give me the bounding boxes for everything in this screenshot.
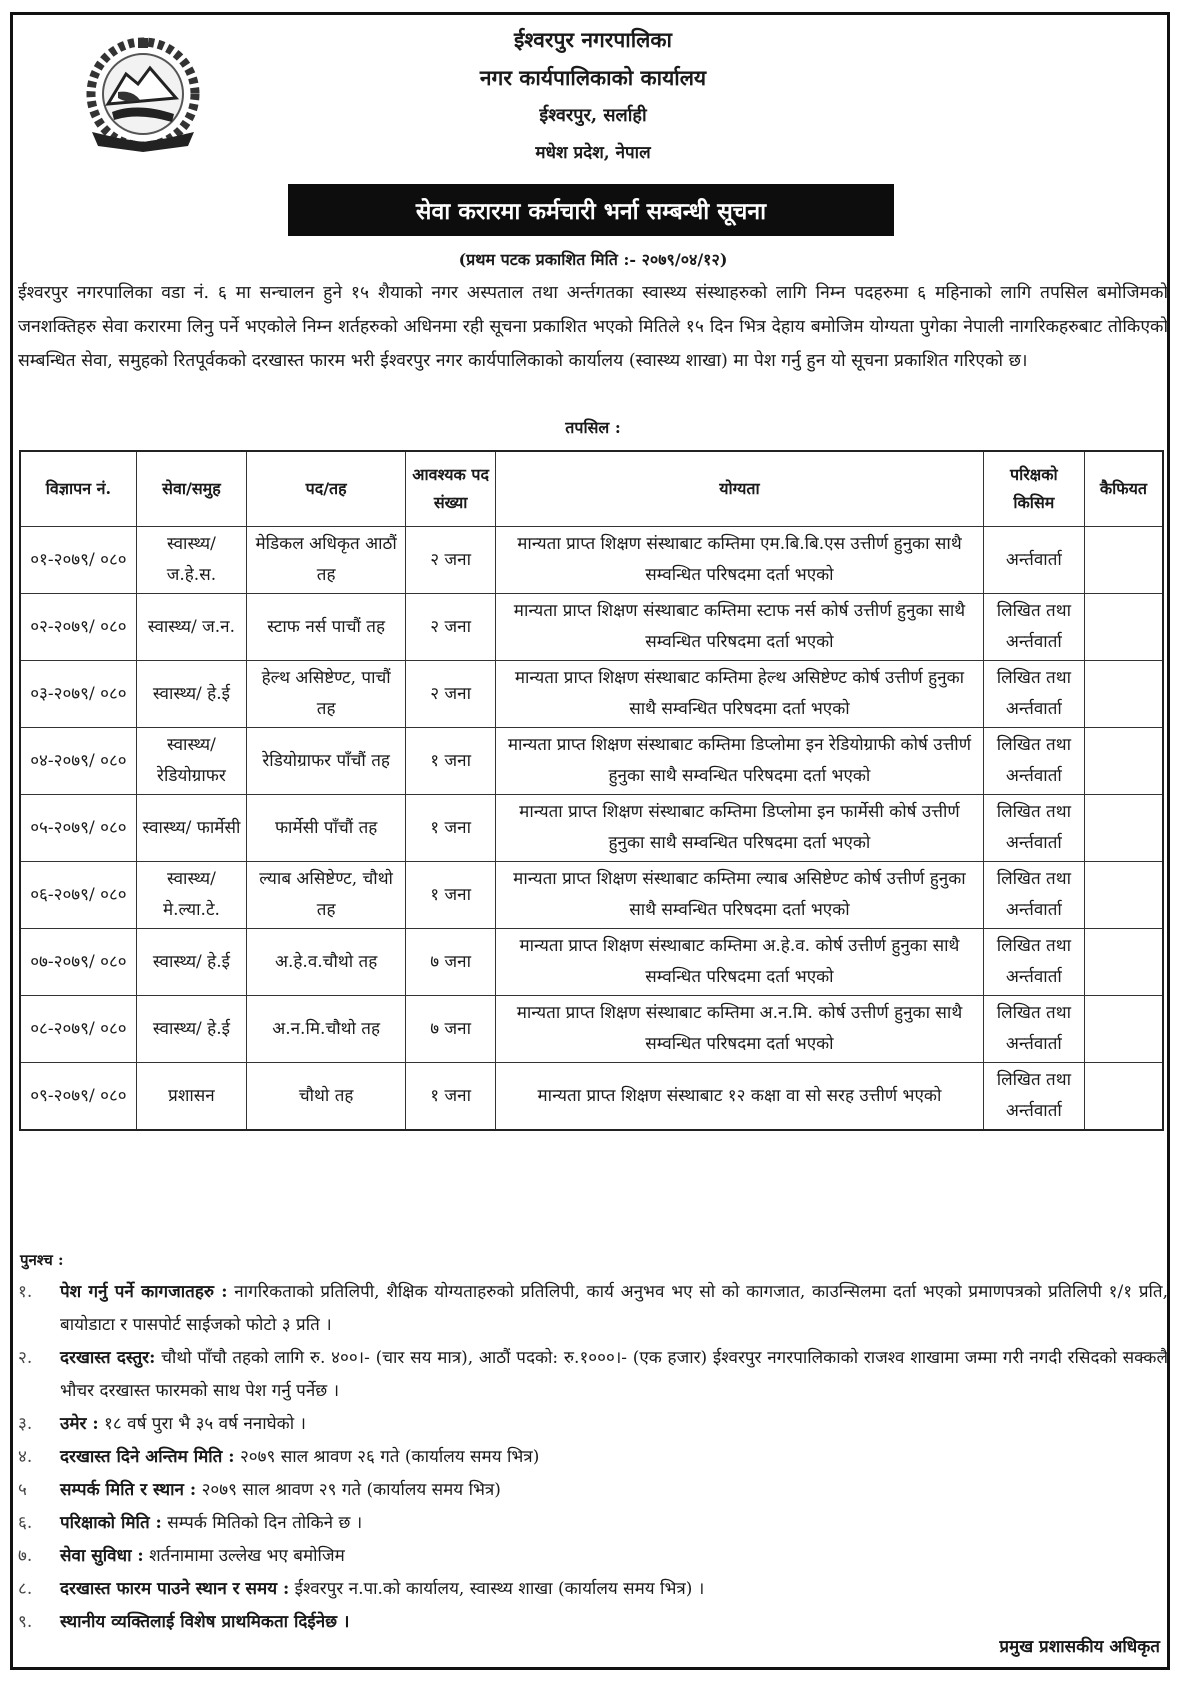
note-item (18, 1441, 1168, 1474)
notes-list (18, 1276, 1168, 1639)
cell-service: स्वास्थ्य/ मे.ल्या.टे. (136, 862, 246, 929)
note-item (18, 1276, 1168, 1342)
note-label: स्थानीय व्यक्तिलाई विशेष प्राथमिकता दिईनेछ । (60, 1612, 350, 1632)
header-remarks: कैफियत (1084, 451, 1163, 527)
note-number: ४. (18, 1447, 33, 1467)
note-item (18, 1540, 1168, 1573)
cell-count: १ जना (406, 795, 496, 862)
cell-exam-type: लिखित तथा अर्न्तवार्ता (983, 862, 1084, 929)
note-body (60, 1441, 1168, 1474)
note-label: दरखास्त फारम पाउने स्थान र समय : (60, 1579, 290, 1599)
cell-qualification: मान्यता प्राप्त शिक्षण संस्थाबाट कम्तिमा डिप्लोमा इन फार्मेसी कोर्ष उत्तीर्ण हुनुका साथै सम्वन्धित परिषदमा दर्ता भएको (496, 795, 984, 862)
cell-remarks (1084, 527, 1163, 594)
header-service: सेवा/समुह (136, 451, 246, 527)
cell-qualification: मान्यता प्राप्त शिक्षण संस्थाबाट १२ कक्षा वा सो सरह उत्तीर्ण भएको (496, 1063, 984, 1131)
note-number: ५ (18, 1480, 27, 1500)
cell-exam-type: लिखित तथा अर्न्तवार्ता (983, 594, 1084, 661)
note-item (18, 1342, 1168, 1408)
note-item (18, 1606, 1168, 1639)
note-text: २०७९ साल श्रावण २९ गते (कार्यालय समय भित्र) (196, 1480, 501, 1500)
cell-post: अ.न.मि.चौथो तह (247, 996, 406, 1063)
cell-service: स्वास्थ्य/ ज.हे.स. (136, 527, 246, 594)
cell-remarks (1084, 1063, 1163, 1131)
cell-service: स्वास्थ्य/ हे.ई (136, 661, 246, 728)
cell-qualification: मान्यता प्राप्त शिक्षण संस्थाबाट कम्तिमा एम.बि.बि.एस उत्तीर्ण हुनुका साथै सम्वन्धित परिषदमा दर्ता भएको (496, 527, 984, 594)
header-post: पद/तह (247, 451, 406, 527)
cell-post: मेडिकल अधिकृत आठौं तह (247, 527, 406, 594)
cell-service: स्वास्थ्य/ फार्मेसी (136, 795, 246, 862)
vacancy-table (19, 450, 1164, 1131)
note-number: ९. (18, 1612, 33, 1632)
cell-count: १ जना (406, 728, 496, 795)
notice-title: सेवा करारमा कर्मचारी भर्ना सम्बन्धी सूचना (288, 184, 894, 236)
cell-ad-no: ०२-२०७९/ ०८० (20, 594, 136, 661)
header-qualification: योग्यता (496, 451, 984, 527)
table-row (20, 862, 1163, 929)
cell-ad-no: ०९-२०७९/ ०८० (20, 1063, 136, 1131)
cell-post: हेल्थ असिष्टेण्ट, पाचौं तह (247, 661, 406, 728)
cell-remarks (1084, 728, 1163, 795)
note-label: उमेर : (60, 1414, 99, 1434)
cell-qualification: मान्यता प्राप्त शिक्षण संस्थाबाट कम्तिमा अ.न.मि. कोर्ष उत्तीर्ण हुनुका साथै सम्वन्धित परिषदमा दर्ता भएको (496, 996, 984, 1063)
cell-remarks (1084, 594, 1163, 661)
province-country: मधेश प्रदेश, नेपाल (535, 143, 651, 163)
note-item (18, 1408, 1168, 1441)
cell-ad-no: ०५-२०७९/ ०८० (20, 795, 136, 862)
cell-service: प्रशासन (136, 1063, 246, 1131)
intro-paragraph: ईश्वरपुर नगरपालिका वडा नं. ६ मा सन्चालन हुने १५ शैयाको नगर अस्पताल तथा अर्न्तगतका स्वास्थ्य संस्थाहरुको लागि निम्न पदहरुमा ६ महिनाको लागि तपसिल बमोजिमको जनशक्तिहरु सेवा करारमा लिनु पर्ने भएकोले निम्न शर्तहरुको अधिनमा रही सूचना प्रकाशित भएको मितिले १५ दिन भित्र देहाय बमोजिम योग्यता पुगेका नेपाली नागरिकहरुबाट तोकिएको सम्बन्धित सेवा, समुहको रितपूर्वकको दरखास्त फारम भरी ईश्वरपुर नगर कार्यपालिकाको कार्यालय (स्वास्थ्य शाखा) मा पेश गर्नु हुन यो सूचना प्रकाशित गरिएको छ। (18, 283, 1168, 371)
note-number: १. (18, 1282, 33, 1302)
note-text: २०७९ साल श्रावण २६ गते (कार्यालय समय भित्र) (234, 1447, 540, 1467)
note-body (60, 1276, 1168, 1342)
note-body (60, 1474, 1168, 1507)
cell-remarks (1084, 862, 1163, 929)
note-item (18, 1573, 1168, 1606)
note-label: सेवा सुविधा : (60, 1546, 144, 1566)
table-row (20, 1063, 1163, 1131)
table-header-row (20, 451, 1163, 527)
note-text: नागरिकताको प्रतिलिपी, शैक्षिक योग्यताहरुको प्रतिलिपी, कार्य अनुभव भए सो को कागजात, काउन्सिलमा दर्ता भएको प्रमाणपत्रको प्रतिलिपी १/१ प्रति, बायोडाटा र पासपोर्ट साईजको फोटो ३ प्रति । (60, 1282, 1168, 1335)
note-text: १८ वर्ष पुरा भै ३५ वर्ष ननाघेको । (98, 1414, 306, 1434)
cell-qualification: मान्यता प्राप्त शिक्षण संस्थाबाट कम्तिमा स्टाफ नर्स कोर्ष उत्तीर्ण हुनुका साथै सम्वन्धित परिषदमा दर्ता भएको (496, 594, 984, 661)
office-location: ईश्वरपुर, सर्लाही (539, 105, 647, 126)
cell-remarks (1084, 996, 1163, 1063)
cell-ad-no: ०८-२०७९/ ०८० (20, 996, 136, 1063)
cell-count: २ जना (406, 594, 496, 661)
cell-exam-type: लिखित तथा अर्न्तवार्ता (983, 929, 1084, 996)
cell-service: स्वास्थ्य/ हे.ई (136, 929, 246, 996)
table-row (20, 728, 1163, 795)
cell-post: फार्मेसी पाँचौं तह (247, 795, 406, 862)
cell-post: अ.हे.व.चौथो तह (247, 929, 406, 996)
cell-exam-type: अर्न्तवार्ता (983, 527, 1084, 594)
cell-qualification: मान्यता प्राप्त शिक्षण संस्थाबाट कम्तिमा अ.हे.व. कोर्ष उत्तीर्ण हुनुका साथै सम्वन्धित परिषदमा दर्ता भएको (496, 929, 984, 996)
note-text: ईश्वरपुर न.पा.को कार्यालय, स्वास्थ्य शाखा (कार्यालय समय भित्र) । (289, 1579, 705, 1599)
cell-count: ७ जना (406, 929, 496, 996)
cell-post: ल्याब असिष्टेण्ट, चौथो तह (247, 862, 406, 929)
cell-ad-no: ०४-२०७९/ ०८० (20, 728, 136, 795)
cell-count: १ जना (406, 1063, 496, 1131)
note-label: दरखास्त दिने अन्तिम मिति : (60, 1447, 235, 1467)
note-body (60, 1507, 1168, 1540)
table-row (20, 996, 1163, 1063)
cell-ad-no: ०१-२०७९/ ०८० (20, 527, 136, 594)
header-count: आवश्यक पद संख्या (406, 451, 496, 527)
note-item (18, 1507, 1168, 1540)
cell-exam-type: लिखित तथा अर्न्तवार्ता (983, 996, 1084, 1063)
note-number: ३. (18, 1414, 33, 1434)
office-name: नगर कार्यपालिकाको कार्यालय (479, 65, 707, 90)
cell-service: स्वास्थ्य/ रेडियोग्राफर (136, 728, 246, 795)
notes-title: पुनश्च : (20, 1251, 64, 1269)
header-ad-no: विज्ञापन नं. (20, 451, 136, 527)
cell-qualification: मान्यता प्राप्त शिक्षण संस्थाबाट कम्तिमा डिप्लोमा इन रेडियोग्राफी कोर्ष उत्तीर्ण हुनुका साथै सम्वन्धित परिषदमा दर्ता भएको (496, 728, 984, 795)
note-text: चौथो पाँचौ तहको लागि रु. ४००।- (चार सय मात्र), आठौं पदको: रु.१०००।- (एक हजार) ईश्वरपुर नगरपालिकाको राजश्व शाखामा जम्मा गरी नगदी रसिदको सक्कलै भौचर दरखास्त फारमको साथ पेश गर्नु पर्नेछ । (60, 1348, 1168, 1401)
note-text: शर्तनामामा उल्लेख भए बमोजिम (143, 1546, 345, 1566)
note-body (60, 1540, 1168, 1573)
table-row (20, 527, 1163, 594)
note-body (60, 1573, 1168, 1606)
note-item (18, 1474, 1168, 1507)
note-number: ६. (18, 1513, 33, 1533)
header-exam-type: परिक्षको किसिम (983, 451, 1084, 527)
table-row (20, 661, 1163, 728)
cell-post: स्टाफ नर्स पाचौं तह (247, 594, 406, 661)
cell-ad-no: ०७-२०७९/ ०८० (20, 929, 136, 996)
cell-ad-no: ०६-२०७९/ ०८० (20, 862, 136, 929)
publish-date: (प्रथम पटक प्रकाशित मिति :- २०७९/०४/१२) (458, 250, 728, 269)
cell-exam-type: लिखित तथा अर्न्तवार्ता (983, 795, 1084, 862)
cell-count: ७ जना (406, 996, 496, 1063)
cell-qualification: मान्यता प्राप्त शिक्षण संस्थाबाट कम्तिमा ल्याब असिष्टेण्ट कोर्ष उत्तीर्ण हुनुका साथै सम्वन्धित परिषदमा दर्ता भएको (496, 862, 984, 929)
note-number: ७. (18, 1546, 33, 1566)
cell-post: रेडियोग्राफर पाँचौं तह (247, 728, 406, 795)
cell-count: १ जना (406, 862, 496, 929)
note-label: दरखास्त दस्तुर: (60, 1348, 156, 1368)
cell-exam-type: लिखित तथा अर्न्तवार्ता (983, 728, 1084, 795)
note-body (60, 1342, 1168, 1408)
cell-exam-type: लिखित तथा अर्न्तवार्ता (983, 1063, 1084, 1131)
cell-service: स्वास्थ्य/ ज.न. (136, 594, 246, 661)
note-number: ८. (18, 1579, 33, 1599)
table-row (20, 929, 1163, 996)
schedule-label: तपसिल : (565, 418, 621, 437)
cell-count: २ जना (406, 661, 496, 728)
signatory-title: प्रमुख प्रशासकीय अधिकृत (999, 1637, 1160, 1657)
note-text: सम्पर्क मितिको दिन तोकिने छ । (161, 1513, 363, 1533)
cell-count: २ जना (406, 527, 496, 594)
cell-qualification: मान्यता प्राप्त शिक्षण संस्थाबाट कम्तिमा हेल्थ असिष्टेण्ट कोर्ष उत्तीर्ण हुनुका साथै सम्वन्धित परिषदमा दर्ता भएको (496, 661, 984, 728)
cell-ad-no: ०३-२०७९/ ०८० (20, 661, 136, 728)
note-label: सम्पर्क मिति र स्थान : (60, 1480, 197, 1500)
note-body (60, 1408, 1168, 1441)
cell-post: चौथो तह (247, 1063, 406, 1131)
cell-remarks (1084, 795, 1163, 862)
table-row (20, 795, 1163, 862)
note-label: पेश गर्नु पर्ने कागजातहरु : (60, 1282, 228, 1302)
table-row (20, 594, 1163, 661)
note-label: परिक्षाको मिति : (60, 1513, 162, 1533)
cell-remarks (1084, 929, 1163, 996)
municipality-name: ईश्वरपुर नगरपालिका (513, 27, 672, 52)
note-number: २. (18, 1348, 33, 1368)
cell-exam-type: लिखित तथा अर्न्तवार्ता (983, 661, 1084, 728)
cell-remarks (1084, 661, 1163, 728)
cell-service: स्वास्थ्य/ हे.ई (136, 996, 246, 1063)
